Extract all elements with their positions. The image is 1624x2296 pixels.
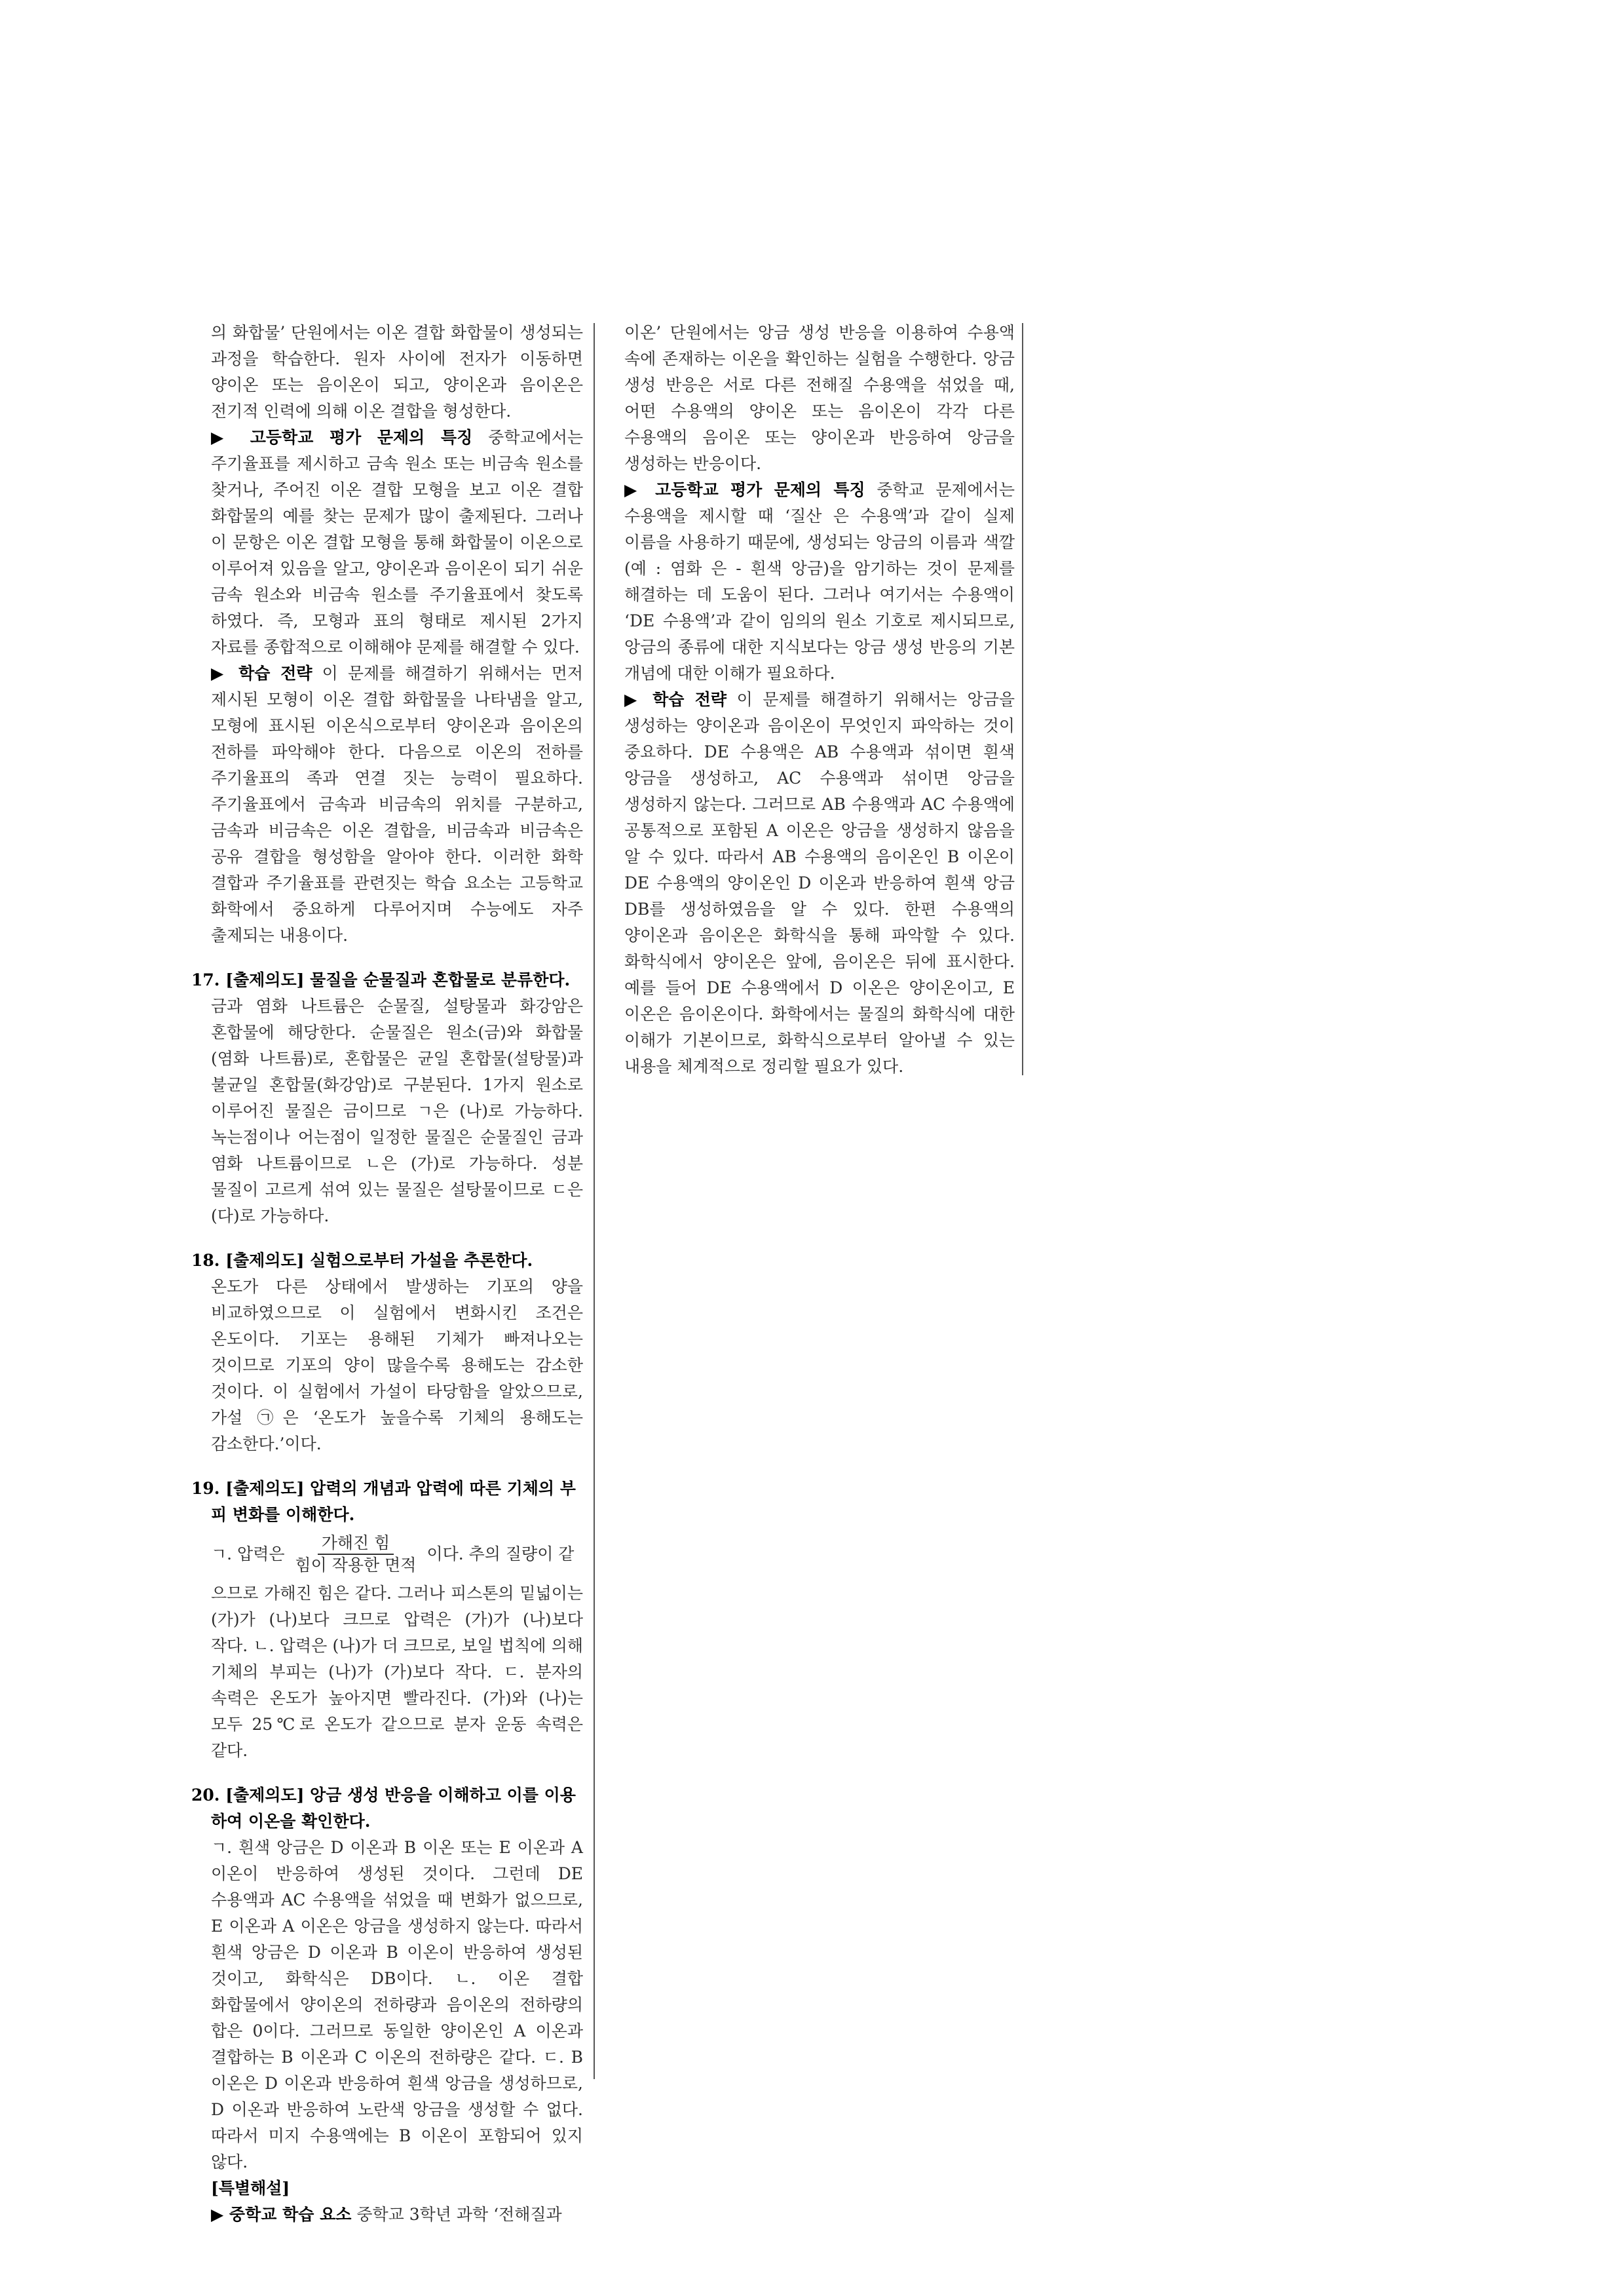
continuation-paragraph: 이온’ 단원에서는 앙금 생성 반응을 이용하여 수용액 속에 존재하는 이온을 확인하는 실험을 수행한다. 앙금 생성 반응은 서로 다른 전해질 수용액을 섞었을 때, 어떤 수용액의 양이온 또는 음이온이 각각 다른 수용액의 음이온 또는 양이온과 반응하여 앙금을 생성하는 반응이다. — [624, 323, 1015, 473]
strategy-paragraph-right — [624, 687, 1015, 1080]
q19-heading-line1: 19. [출제의도] 압력의 개념과 압력에 따른 기체의 부 — [191, 1479, 576, 1498]
strategy-text-right: 이 문제를 해결하기 위해서는 앙금을 생성하는 양이온과 음이온이 무엇인지 파악하는 것이 중요하다. DE 수용액은 AB 수용액과 섞이면 흰색 앙금을 생성하고, AC 수용액과 섞이면 앙금을 생성하지 않는다. 그러므로 AB 수용액과 AC 수용액에 공통적으로 포함된 A 이온은 앙금을 생성하지 않음을 알 수 있다. 따라서 AB 수용액의 음이온인 B 이온이 DE 수용액의 양이온인 D 이온과 반응하여 흰색 앙금 DB를 생성하였음을 알 수 있다. 한편 수용액의 양이온과 음이온은 화학식을 통해 파악할 수 있다. 화학식에서 양이온은 앞에, 음이온은 뒤에 표시한다. 예를 들어 DE 수용액에서 D 이온은 양이온이고, E 이온은 음이온이다. 화학에서는 물질의 화학식에 대한 이해가 기본이므로, 화학식으로부터 알아낼 수 있는 내용을 체계적으로 정리할 필요가 있다. — [624, 690, 1015, 1076]
hs-feature-label-right: ▶ 고등학교 평가 문제의 특징 — [624, 480, 865, 499]
q20-body: ㄱ. 흰색 앙금은 D 이온과 B 이온 또는 E 이온과 A 이온이 반응하여 생성된 것이다. 그런데 DE 수용액과 AC 수용액을 섞었을 때 변화가 없으므로, E 이온과 A 이온은 앙금을 생성하지 않는다. 따라서 흰색 앙금은 D 이온과 B 이온이 반응하여 생성된 것이고, 화학식은 DB이다. ㄴ. 이온 결합 화합물에서 양이온의 전하량과 음이온의 전하량의 합은 0이다. 그러므로 동일한 양이온인 A 이온과 결합하는 B 이온과 C 이온의 전하량은 같다. ㄷ. B 이온은 D 이온과 반응하여 흰색 앙금을 생성하므로, D 이온과 반응하여 노란색 앙금을 생성할 수 없다. 따라서 미지 수용액에는 B 이온이 포함되어 있지 않다. — [211, 1838, 583, 2172]
right-column-divider — [1022, 323, 1023, 1075]
hs-feature-paragraph — [191, 425, 583, 660]
left-column-divider — [594, 323, 595, 2079]
special-explanation-label: [특별해설] — [211, 2179, 290, 2198]
q19-pre-fraction: ㄱ. 압력은 — [211, 1544, 285, 1563]
ms-element-text: 중학교 3학년 과학 ‘전해질과 — [351, 2205, 562, 2224]
strategy-text: 이 문제를 해결하기 위해서는 먼저 제시된 모형이 이온 결합 화합물을 나타냄을 알고, 모형에 표시된 이온식으로부터 양이온과 음이온의 전하를 파악해야 한다. 다음으로 이온의 전하를 주기율표의 족과 연결 짓는 능력이 필요하다. 주기율표에서 금속과 비금속의 위치를 구분하고, 금속과 비금속은 이온 결합을, 비금속과 비금속은 공유 결합을 형성함을 알아야 한다. 이러한 화학 결합과 주기율표를 관련짓는 학습 요소는 고등학교 화학에서 중요하게 다루어지며 수능에도 자주 출제되는 내용이다. — [211, 664, 584, 945]
q19-heading-line2: 피 변화를 이해한다. — [211, 1505, 355, 1524]
ms-element-label: ▶ 중학교 학습 요소 — [211, 2205, 352, 2224]
hs-feature-label: ▶ 고등학교 평가 문제의 특징 — [211, 428, 473, 447]
pressure-formula-line — [191, 1528, 583, 1580]
question-20 — [191, 1782, 583, 2228]
fraction-numerator: 가해진 힘 — [318, 1533, 394, 1555]
q19-post-fraction: 이다. 추의 질량이 같 — [426, 1544, 575, 1563]
q18-heading: 18. [출제의도] 실험으로부터 가설을 추론한다. — [191, 1251, 533, 1270]
question-19 — [191, 1476, 583, 1764]
left-column — [191, 320, 584, 2224]
q17-body: 금과 염화 나트륨은 순물질, 설탕물과 화강암은 혼합물에 해당한다. 순물질은 원소(금)와 화합물(염화 나트륨)로, 혼합물은 균일 혼합물(설탕물)과 불균일 혼합물(화강암)로 구분된다. 1가지 원소로 이루어진 물질은 금이므로 ㄱ은 (나)로 가능하다. 녹는점이나 어는점이 일정한 물질은 순물질인 금과 염화 나트륨이므로 ㄴ은 (가)로 가능하다. 성분 물질이 고르게 섞여 있는 물질은 설탕물이므로 ㄷ은 (다)로 가능하다. — [211, 997, 583, 1225]
strategy-label-right: ▶ 학습 전략 — [624, 690, 727, 709]
question-18 — [191, 1248, 583, 1457]
hs-feature-paragraph-right — [624, 477, 1015, 687]
right-column — [624, 320, 1015, 1076]
question-17 — [191, 967, 583, 1229]
q17-heading: 17. [출제의도] 물질을 순물질과 혼합물로 분류한다. — [191, 970, 571, 989]
q18-body: 온도가 다른 상태에서 발생하는 기포의 양을 비교하였으므로 이 실험에서 변화시킨 조건은 온도이다. 기포는 용해된 기체가 빠져나오는 것이므로 기포의 양이 많을수록 용해도는 감소한 것이다. 이 실험에서 가설이 타당함을 알았으므로, 가설 ㉠은 ‘온도가 높을수록 기체의 용해도는 감소한다.’이다. — [211, 1277, 583, 1453]
strategy-label: ▶ 학습 전략 — [211, 664, 312, 683]
hs-feature-text-right: 중학교 문제에서는 수용액을 제시할 때 ‘질산 은 수용액’과 같이 실제 이름을 사용하기 때문에, 생성되는 앙금의 이름과 색깔(예 : 염화 은 - 흰색 앙금)을 암기하는 것이 문제를 해결하는 데 도움이 된다. 그러나 여기서는 수용액이 ‘DE 수용액’과 같이 임의의 원소 기호로 제시되므로, 앙금의 종류에 대한 지식보다는 앙금 생성 반응의 기본 개념에 대한 이해가 필요하다. — [624, 480, 1015, 683]
q20-heading-line2: 하여 이온을 확인한다. — [211, 1812, 371, 1831]
intro-paragraph: 의 화합물’ 단원에서는 이온 결합 화합물이 생성되는 과정을 학습한다. 원자 사이에 전자가 이동하면 양이온 또는 음이온이 되고, 양이온과 음이온은 전기적 인력에 의해 이온 결합을 형성한다. — [211, 323, 583, 421]
q20-heading-line1: 20. [출제의도] 앙금 생성 반응을 이해하고 이를 이용 — [191, 1786, 576, 1805]
q19-body: 으므로 가해진 힘은 같다. 그러나 피스톤의 밑넓이는 (가)가 (나)보다 크므로 압력은 (가)가 (나)보다 작다. ㄴ. 압력은 (나)가 더 크므로, 보일 법칙에 의해 기체의 부피는 (나)가 (가)보다 작다. ㄷ. 분자의 속력은 온도가 높아지면 빨라진다. (가)와 (나)는 모두 25℃로 온도가 같으므로 분자 운동 속력은 같다. — [211, 1584, 583, 1760]
hs-feature-text: 중학교에서는 주기율표를 제시하고 금속 원소 또는 비금속 원소를 찾거나, 주어진 이온 결합 모형을 보고 이온 결합 화합물의 예를 찾는 문제가 많이 출제된다. 그러나 이 문항은 이온 결합 모형을 통해 화합물이 이온으로 이루어져 있음을 알고, 양이온과 음이온이 되기 쉬운 금속 원소와 비금속 원소를 주기율표에서 찾도록 하였다. 즉, 모형과 표의 형태로 제시된 2가지 자료를 종합적으로 이해해야 문제를 해결할 수 있다. — [211, 428, 583, 657]
ms-element-paragraph — [191, 2202, 583, 2228]
q20-heading — [191, 1782, 583, 1835]
pressure-fraction — [292, 1533, 421, 1576]
q19-heading — [191, 1476, 583, 1528]
strategy-paragraph — [191, 660, 583, 949]
fraction-denominator: 힘이 작용한 면적 — [295, 1556, 417, 1575]
